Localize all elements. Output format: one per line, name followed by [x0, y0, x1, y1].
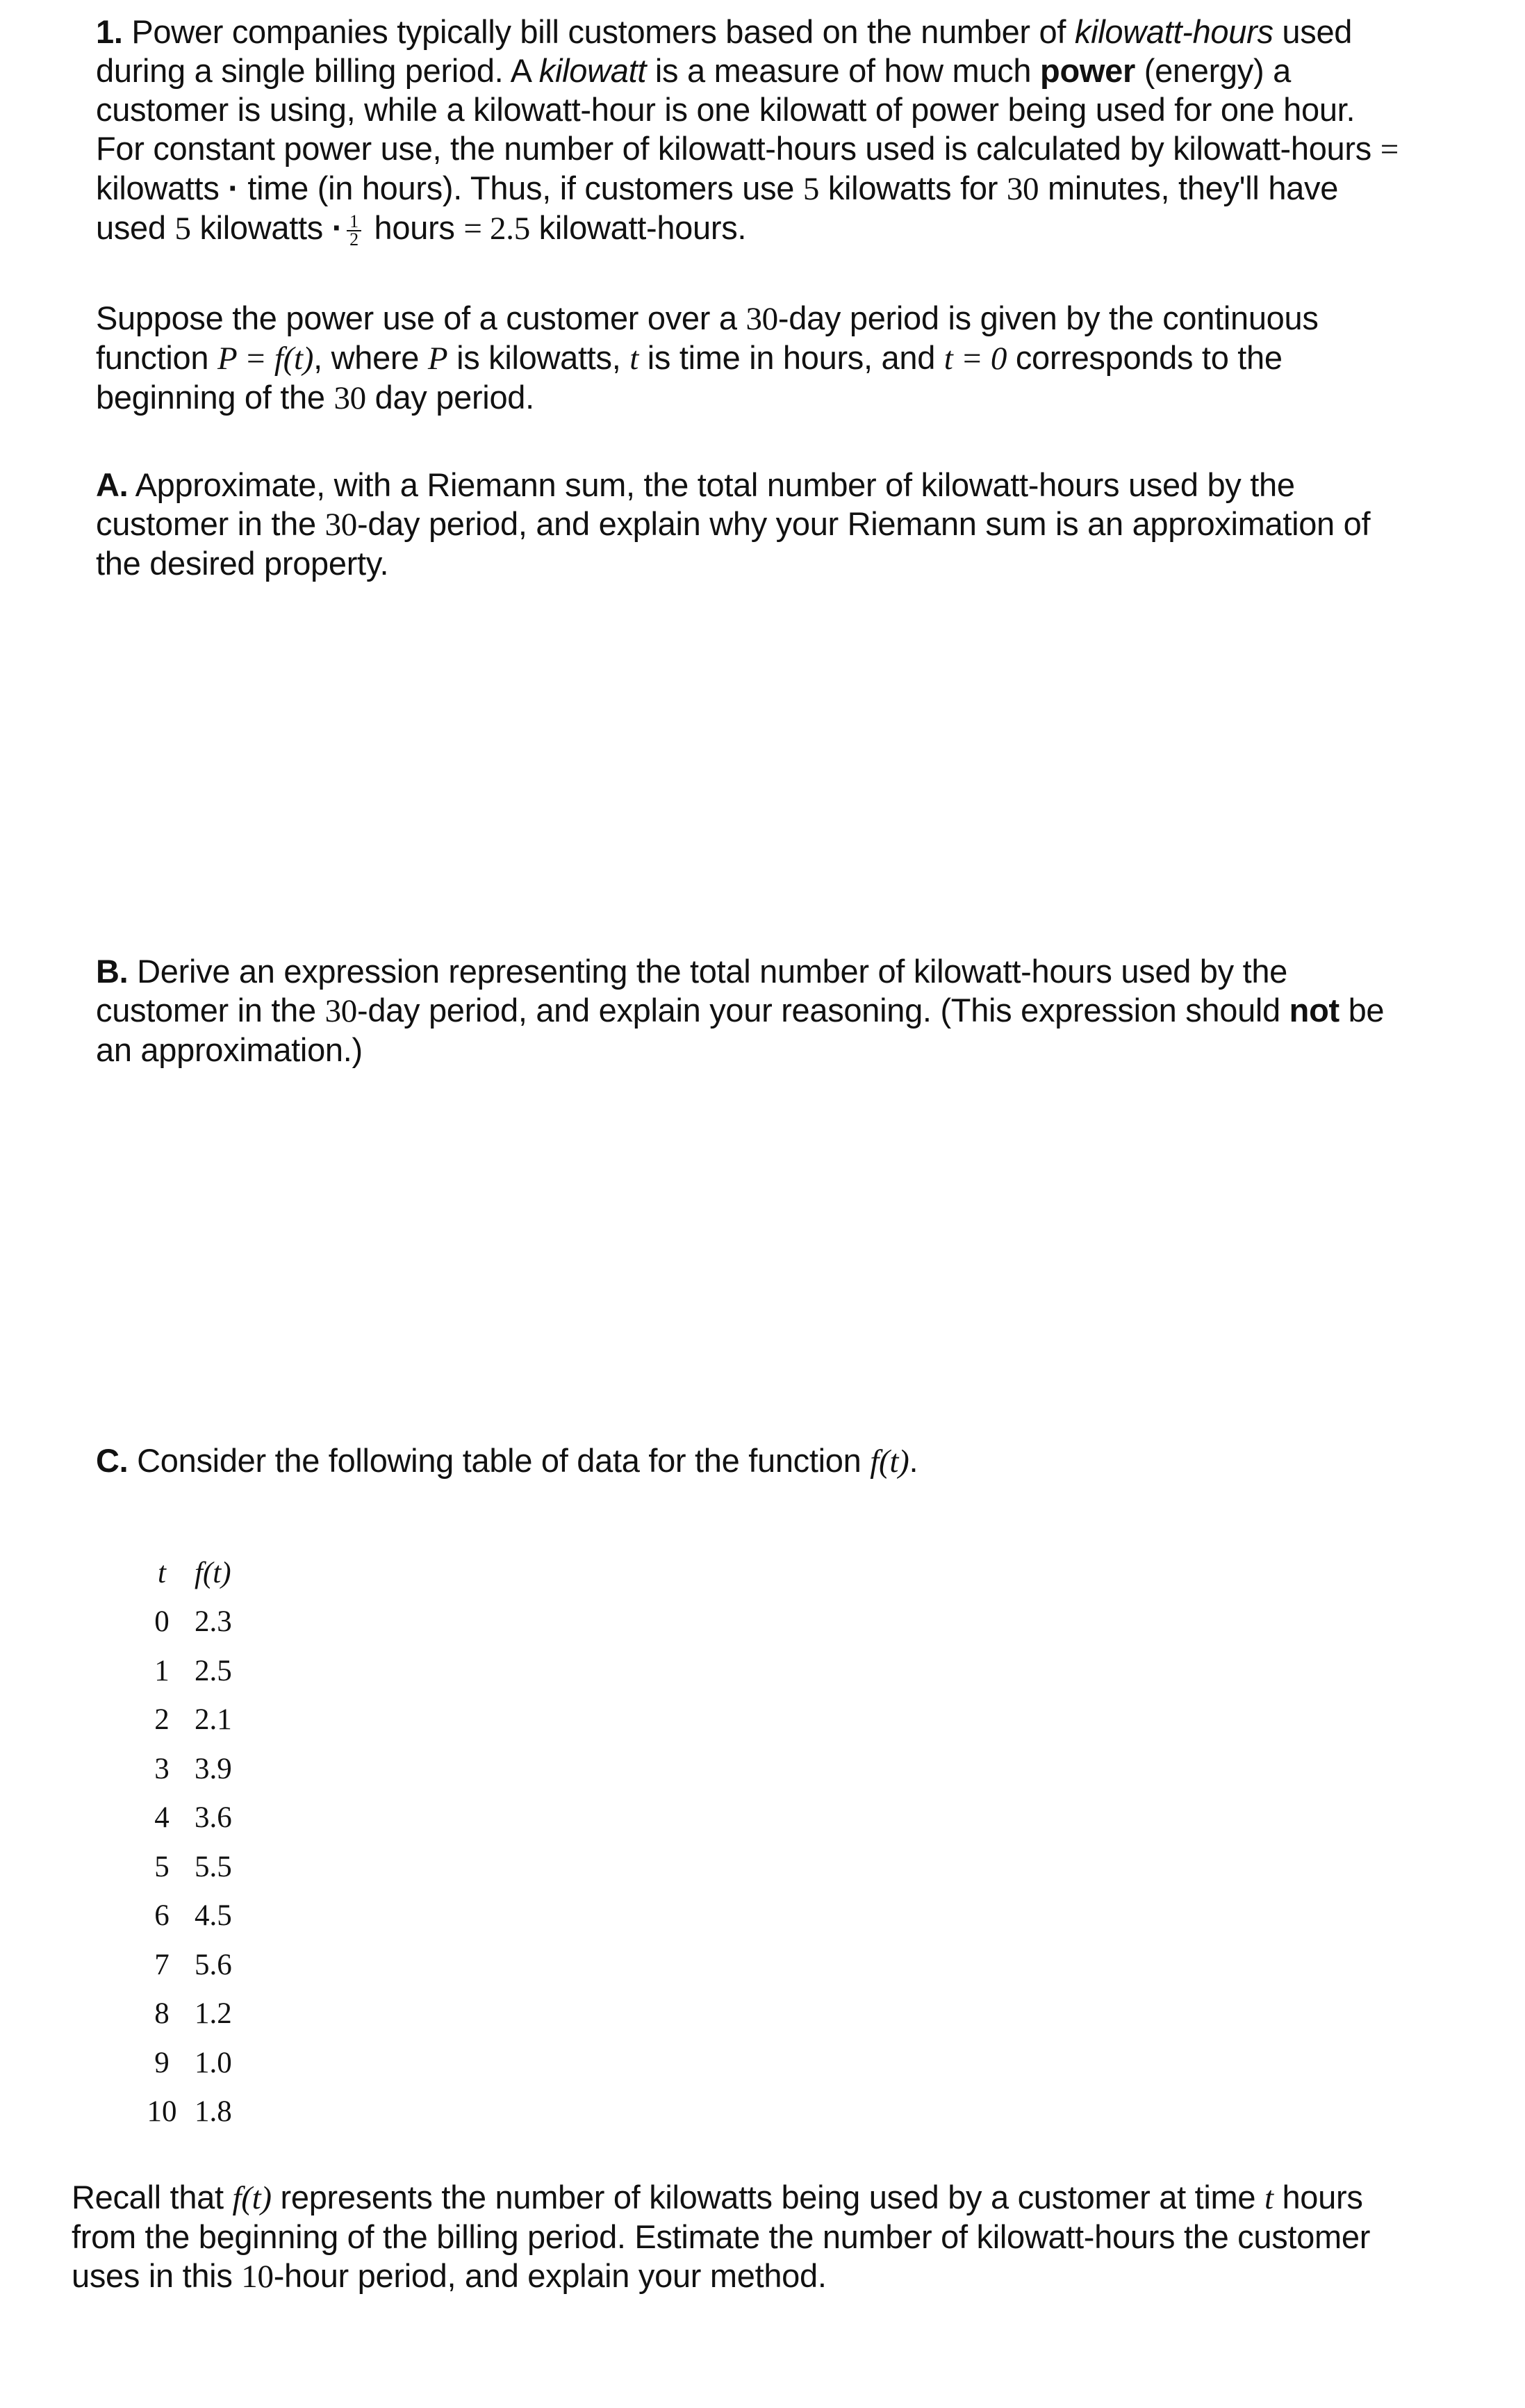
part-b-line-1: B. Derive an expression representing the total number of kilowatt-hours used by the	[96, 953, 1288, 990]
table-cell-t: 1	[154, 1654, 170, 1687]
table-cell-f: 4.5	[195, 1899, 232, 1933]
setup-paragraph	[96, 299, 1319, 418]
table-row	[131, 2038, 278, 2088]
table-cell-t: 3	[154, 1752, 170, 1785]
table-cell-f: 3.9	[195, 1752, 232, 1785]
part-b	[96, 952, 1384, 1070]
part-a-line-2: customer in the 30-day period, and explain why your Riemann sum is an approximation of	[96, 505, 1371, 543]
intro-line-6: used 5 kilowatts · $\frac{1}{2}$ hours = 2.5 kilowatt-hours.	[96, 209, 747, 249]
part-c	[96, 1441, 918, 1481]
table-row	[131, 1990, 278, 2039]
term-kilowatt-hours: kilowatt-hours	[1074, 13, 1273, 50]
table-row	[131, 1696, 278, 1745]
recall-line-2: from the beginning of the billing period. Estimate the number of kilowatt-hours the customer	[72, 2218, 1371, 2255]
intro-line-1: 1. Power companies typically bill customers based on the number of kilowatt-hours used	[96, 13, 1353, 50]
function-data-table	[131, 1548, 278, 2136]
table-cell-f: 1.2	[195, 1997, 232, 2031]
table-cell-t: 6	[154, 1899, 170, 1933]
table-row	[131, 1940, 278, 1990]
part-b-line-3: an approximation.)	[96, 1031, 363, 1068]
table-row	[131, 1892, 278, 1941]
intro-line-4: For constant power use, the number of kilowatt-hours used is calculated by kilowatt-hours =	[96, 130, 1399, 167]
setup-line-3: beginning of the 30 day period.	[96, 379, 534, 416]
part-c-line-1: C. Consider the following table of data for the function f(t).	[96, 1442, 918, 1480]
question-intro	[96, 13, 1399, 248]
emphasis-not: not	[1289, 992, 1339, 1029]
fraction-one-half: $\frac{1}{2}$	[347, 213, 361, 248]
table-row	[131, 1598, 278, 1647]
table-cell-f: 2.5	[195, 1654, 232, 1687]
part-a	[96, 466, 1370, 583]
setup-line-2: function P = f(t), where P is kilowatts, t is time in hours, and t = 0 corresponds to the	[96, 339, 1283, 377]
table-header-row	[131, 1548, 278, 1598]
recall-line-1: Recall that f(t) represents the number of kilowatts being used by a customer at time t hours	[72, 2179, 1363, 2216]
part-a-line-1: A. Approximate, with a Riemann sum, the total number of kilowatt-hours used by the	[96, 466, 1295, 503]
table-cell-t: 0	[154, 1605, 170, 1639]
table-cell-t: 8	[154, 1997, 170, 2031]
table-row	[131, 1842, 278, 1892]
term-power: power	[1040, 52, 1135, 89]
table-row	[131, 1794, 278, 1843]
table-cell-t: 2	[154, 1703, 170, 1737]
table-cell-t: 7	[154, 1948, 170, 1981]
table-cell-f: 1.0	[195, 2046, 232, 2079]
part-a-line-3: the desired property.	[96, 545, 389, 582]
table-cell-f: 1.8	[195, 2095, 232, 2129]
table-row	[131, 1646, 278, 1696]
table-row	[131, 1744, 278, 1794]
intro-line-3: customer is using, while a kilowatt-hour is one kilowatt of power being used for one hour.	[96, 91, 1355, 128]
table-cell-f: 5.6	[195, 1948, 232, 1981]
part-a-label: A.	[96, 466, 129, 503]
table-cell-f: 3.6	[195, 1801, 232, 1835]
term-kilowatt: kilowatt	[538, 52, 647, 89]
question-number: 1.	[96, 13, 123, 50]
part-b-line-2: customer in the 30-day period, and explain your reasoning. (This expression should not be	[96, 992, 1385, 1029]
table-cell-f: 2.1	[195, 1703, 232, 1737]
setup-line-1: Suppose the power use of a customer over a 30-day period is given by the continuous	[96, 300, 1319, 337]
intro-line-5: kilowatts · time (in hours). Thus, if customers use 5 kilowatts for 30 minutes, they'll have	[96, 170, 1339, 207]
table-cell-t: 9	[154, 2046, 170, 2079]
table-header-t: t	[158, 1556, 166, 1589]
table-header-f: f(t)	[195, 1556, 231, 1589]
part-c-label: C.	[96, 1442, 129, 1479]
intro-line-2: during a single billing period. A kilowatt is a measure of how much power (energy) a	[96, 52, 1291, 89]
table-row	[131, 2088, 278, 2137]
table-cell-t: 5	[154, 1850, 170, 1883]
table-cell-f: 2.3	[195, 1605, 232, 1639]
recall-paragraph	[72, 2178, 1370, 2296]
part-b-label: B.	[96, 953, 129, 990]
table-body	[131, 1598, 278, 2137]
recall-line-3: uses in this 10-hour period, and explain your method.	[72, 2257, 827, 2295]
table-cell-t: 4	[154, 1801, 170, 1835]
table-cell-f: 5.5	[195, 1850, 232, 1883]
table-cell-t: 10	[147, 2095, 177, 2129]
